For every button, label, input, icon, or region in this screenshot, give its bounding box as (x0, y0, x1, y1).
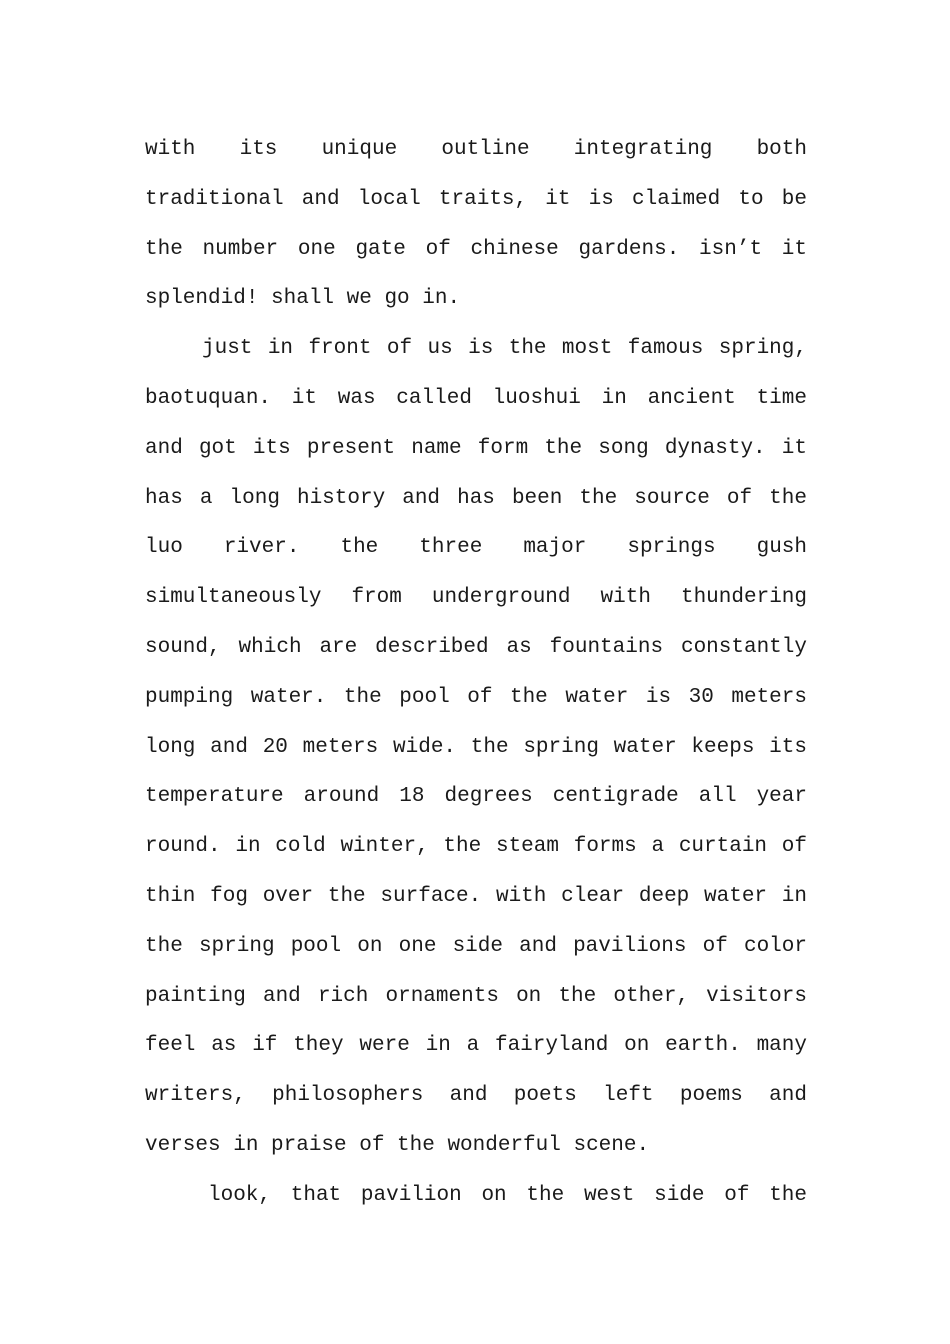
body-text (145, 125, 807, 1221)
text-line: verses in praise of the wonderful scene. (145, 1133, 650, 1157)
text-line: and got its present name form the song dynasty. it (145, 436, 807, 460)
paragraph-first-line: look, that pavilion on the west side of the (208, 1183, 807, 1207)
text-line: traditional and local traits, it is claimed to be (145, 187, 807, 211)
text-line: pumping water. the pool of the water is 30 meters (145, 685, 807, 709)
text-line: sound, which are described as fountains constantly (145, 635, 807, 659)
text-line: has a long history and has been the source of the (145, 486, 807, 510)
text-line: splendid! shall we go in. (145, 287, 461, 311)
text-line: writers, philosophers and poets left poems and (145, 1084, 807, 1108)
text-line: painting and rich ornaments on the other, visitors (145, 984, 807, 1008)
text-line: simultaneously from underground with thundering (145, 586, 807, 610)
paragraph-first-line: just in front of us is the most famous spring, (202, 337, 807, 361)
text-line: temperature around 18 degrees centigrade all year (145, 785, 807, 809)
text-line: luo river. the three major springs gush (145, 536, 807, 560)
text-line: round. in cold winter, the steam forms a curtain of (145, 835, 807, 859)
text-line: baotuquan. it was called luoshui in ancient time (145, 386, 807, 410)
text-line: thin fog over the surface. with clear deep water in (145, 884, 807, 908)
text-line: the spring pool on one side and pavilions of color (145, 934, 807, 958)
text-line: with its unique outline integrating both (145, 138, 807, 161)
text-line: feel as if they were in a fairyland on earth. many (145, 1034, 807, 1058)
text-line: long and 20 meters wide. the spring water keeps its (145, 735, 807, 759)
text-line: the number one gate of chinese gardens. isn’t it (145, 237, 807, 261)
